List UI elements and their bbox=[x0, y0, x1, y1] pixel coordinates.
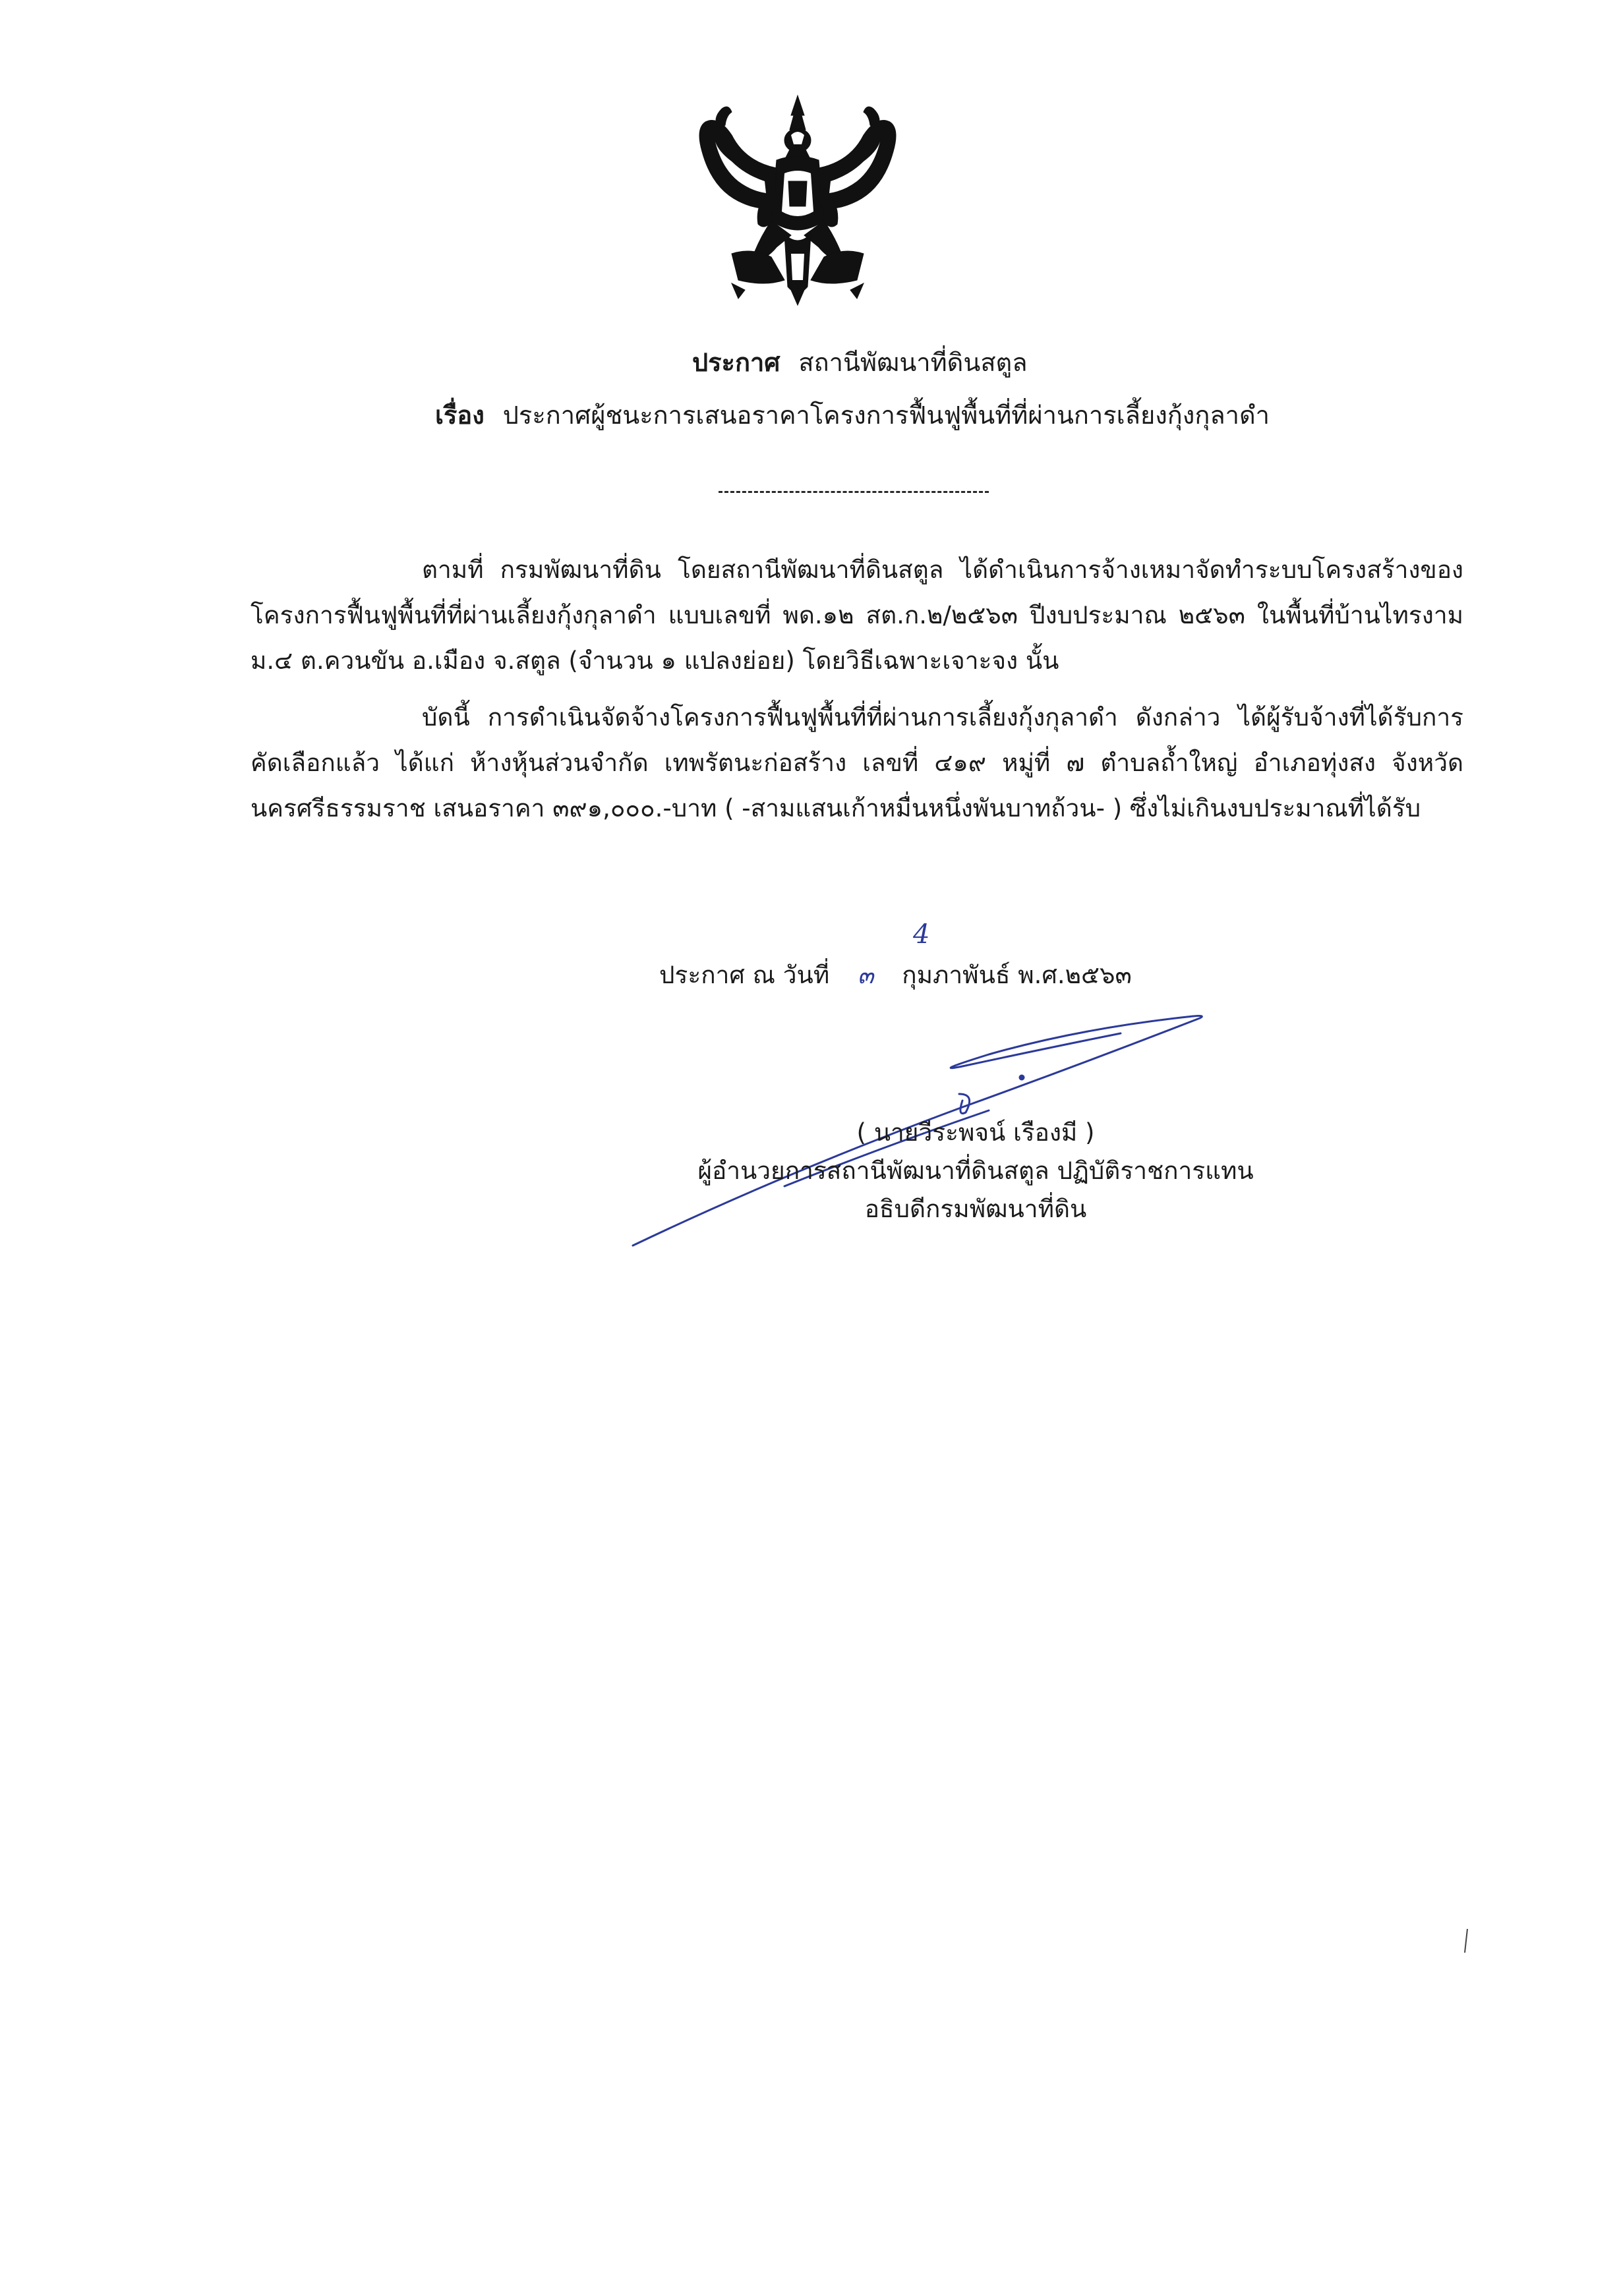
signatory-block bbox=[659, 1114, 1292, 1228]
garuda-emblem-icon bbox=[692, 89, 903, 306]
title-value: สถานีพัฒนาที่ดินสตูล bbox=[798, 348, 1028, 377]
subject-label: เรื่อง bbox=[435, 401, 485, 430]
scan-mark bbox=[1463, 1928, 1469, 1954]
signatory-position: ผู้อำนวยการสถานีพัฒนาที่ดินสตูล ปฏิบัติราชการแทน bbox=[697, 1157, 1254, 1185]
dateline-prefix: ประกาศ ณ วันที่ bbox=[659, 961, 830, 989]
title-label: ประกาศ bbox=[692, 348, 780, 377]
subject-value: ประกาศผู้ชนะการเสนอราคาโครงการฟื้นฟูพื้นที่ที่ผ่านการเลี้ยงกุ้งกุลาดำ bbox=[502, 401, 1270, 430]
handwritten-day: ๓ bbox=[857, 962, 874, 989]
dateline-suffix: กุมภาพันธ์ พ.ศ.๒๕๖๓ bbox=[902, 961, 1132, 989]
paragraph-award: บัดนี้ การดำเนินจัดจ้างโครงการฟื้นฟูพื้นที่ที่ผ่านการเลี้ยงกุ้งกุลาดำ ดังกล่าว ได้ผู้รับจ้างที่ได้รับการคัดเลือกแล้ว ได้แก่ ห้างหุ้นส่วนจำกัด เทพรัตนะก่อสร้าง เลขที่ ๔๑๙ หมู่ที่ ๗ ตำบลถ้ำใหญ่ อำเภอทุ่งสง จังหวัดนครศรีธรรมราช เสนอราคา ๓๙๑,๐๐๐.-บาท ( -สามแสนเก้าหมื่นหนึ่งพันบาทถ้วน- ) ซึ่งไม่เกินงบประมาณที่ได้รับ bbox=[250, 703, 1463, 822]
signatory-name: ( นายวีระพจน์ เรืองมี ) bbox=[856, 1118, 1095, 1147]
dateline bbox=[659, 959, 1132, 992]
divider bbox=[719, 491, 989, 493]
paragraph-background: ตามที่ กรมพัฒนาที่ดิน โดยสถานีพัฒนาที่ดินสตูล ได้ดำเนินการจ้างเหมาจัดทำระบบโครงสร้างของโครงการฟื้นฟูพื้นที่ที่ผ่านเลี้ยงกุ้งกุลาดำ แบบเลขที่ พด.๑๒ สต.ก.๒/๒๕๖๓ ปีงบประมาณ ๒๕๖๓ ในพื้นที่บ้านไทรงาม ม.๔ ต.ควนขัน อ.เมือง จ.สตูล (จำนวน ๑ แปลงย่อย) โดยวิธีเฉพาะเจาะจง นั้น bbox=[250, 556, 1463, 675]
announcement-subject bbox=[435, 399, 1270, 432]
signatory-on-behalf: อธิบดีกรมพัฒนาที่ดิน bbox=[864, 1195, 1087, 1223]
announcement-title bbox=[692, 346, 1028, 379]
handwritten-correction: 4 bbox=[913, 919, 930, 950]
